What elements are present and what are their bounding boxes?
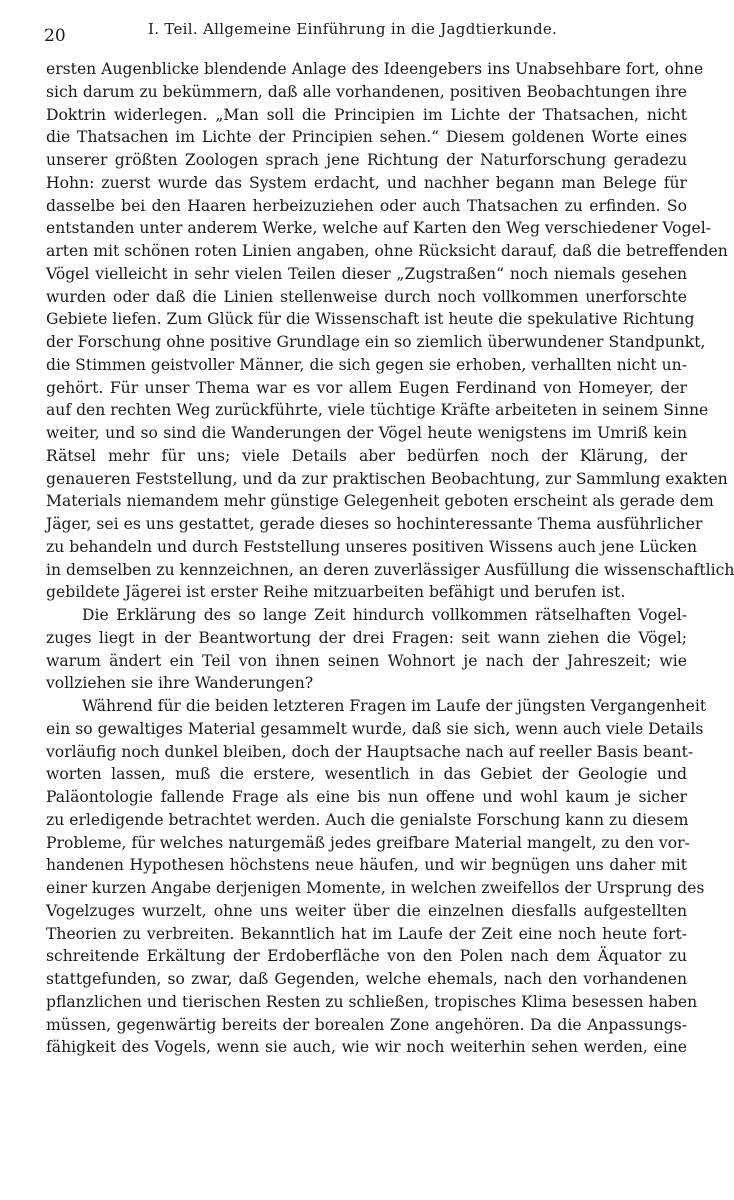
text-line: vorläufig noch dunkel bleiben, doch der Hauptsache nach auf reeller Basis beant- [46,742,694,761]
text-line: Theorien zu verbreiten. Bekanntlich hat im Laufe der Zeit eine noch heute fort- [46,924,687,943]
text-line: gehört. Für unser Thema war es vor allem Eugen Ferdinand von Homeyer, der [46,378,687,397]
text-line: sich darum zu bekümmern, daß alle vorhandenen, positiven Beobachtungen ihre [46,82,687,101]
text-line: Probleme, für welches naturgemäß jedes greifbare Material mangelt, zu den vor- [46,833,690,852]
text-line: ein so gewaltiges Material gesammelt wurde, daß sie sich, wenn auch viele Details [46,719,704,738]
body-text [46,58,734,1059]
text-line: genaueren Feststellung, und da zur praktischen Beobachtung, zur Sammlung exakten [46,469,728,488]
text-line: stattgefunden, so zwar, daß Gegenden, welche ehemals, nach den vorhandenen [46,970,687,988]
text-line: Während für die beiden letzteren Fragen im Laufe der jüngsten Vergangenheit [82,697,707,715]
text-line: unserer größten Zoologen sprach jene Richtung der Naturforschung geradezu [46,151,687,169]
running-head: I. Teil. Allgemeine Einführung in die Jagdtierkunde. [148,20,558,38]
text-line: arten mit schönen roten Linien angaben, ohne Rücksicht darauf, daß die betreffenden [46,242,728,260]
text-line: warum ändert ein Teil von ihnen seinen Wohnort je nach der Jahreszeit; wie [46,651,687,670]
text-line: schreitende Erkältung der Erdoberfläche von den Polen nach dem Äquator zu [46,947,687,966]
text-line: Jäger, sei es uns gestattet, gerade dieses so hochinteressante Thema ausführlicher [46,515,703,533]
text-line: Die Erklärung des so lange Zeit hindurch vollkommen rätselhaften Vogel- [82,606,687,624]
text-line: müssen, gegenwärtig bereits der borealen Zone angehören. Da die Anpassungs- [46,1015,687,1034]
text-line: auf den rechten Weg zurückführte, viele tüchtige Kräfte arbeiteten in seinem Sinne [46,401,709,420]
text-line: in demselben zu kennzeichnen, an deren zuverlässiger Ausfüllung die wissenschaftlich [46,560,734,579]
text-line: weiter, und so sind die Wanderungen der Vögel heute wenigstens im Umriß kein [46,424,687,442]
text-line: Vogelzuges wurzelt, ohne uns weiter über die einzelnen diesfalls aufgestellten [46,901,687,920]
text-line: wurden oder daß die Linien stellenweise durch noch vollkommen unerforschte [46,287,687,306]
text-line: vollziehen sie ihre Wanderungen? [46,674,314,693]
text-line: Materials niemandem mehr günstige Gelegenheit geboten erscheint als gerade dem [46,492,714,511]
text-line: Hohn: zuerst wurde das System erdacht, und nachher begann man Belege für [46,173,687,192]
page-number: 20 [44,26,66,46]
text-line: zuges liegt in der Beantwortung der drei Fragen: seit wann ziehen die Vögel; [46,628,687,647]
text-line: dasselbe bei den Haaren herbeizuziehen oder auch Thatsachen zu erfinden. So [46,196,687,215]
text-line: ersten Augenblicke blendende Anlage des Ideengebers ins Unabsehbare fort, ohne [46,60,704,78]
text-line: fähigkeit des Vogels, wenn sie auch, wie wir noch weiterhin sehen werden, eine [46,1038,687,1057]
text-line: Doktrin widerlegen. „Man soll die Principien im Lichte der Thatsachen, nicht [46,105,687,124]
text-line: Gebiete liefen. Zum Glück für die Wissenschaft ist heute die spekulative Richtung [46,310,695,329]
text-line: die Stimmen geistvoller Männer, die sich gegen sie erhoben, verhallten nicht un- [46,355,687,374]
text-line: gebildete Jägerei ist erster Reihe mitzuarbeiten befähigt und berufen ist. [46,583,626,602]
text-line: der Forschung ohne positive Grundlage ein so ziemlich überwundener Standpunkt, [46,333,706,351]
paragraph [46,695,707,1059]
text-line: einer kurzen Angabe derjenigen Momente, in welchen zweifellos der Ursprung des [46,879,705,897]
text-line: entstanden unter anderem Werke, welche auf Karten den Weg verschiedener Vogel- [46,219,712,238]
text-line: zu behandeln und durch Feststellung unseres positiven Wissens auch jene Lücken [46,537,698,556]
paragraph [46,58,734,604]
paragraph [46,604,687,695]
text-line: Paläontologie fallende Frage als eine bis nun offene und wohl kaum je sicher [46,788,687,806]
text-line: Rätsel mehr für uns; viele Details aber bedürfen noch der Klärung, der [46,446,687,465]
text-line: worten lassen, muß die erstere, wesentlich in das Gebiet der Geologie und [46,765,687,784]
text-line: handenen Hypothesen höchstens neue häufen, und wir begnügen uns daher mit [46,856,687,875]
text-line: pflanzlichen und tierischen Resten zu schließen, tropisches Klima besessen haben [46,992,698,1011]
text-line: Vögel vielleicht in sehr vielen Teilen dieser „Zugstraßen“ noch niemals gesehen [46,264,687,283]
text-line: die Thatsachen im Lichte der Principien sehen.“ Diesem goldenen Worte eines [46,128,687,147]
text-line: zu erledigende betrachtet werden. Auch die genialste Forschung kann zu diesem [46,810,689,829]
page-header [44,20,690,48]
